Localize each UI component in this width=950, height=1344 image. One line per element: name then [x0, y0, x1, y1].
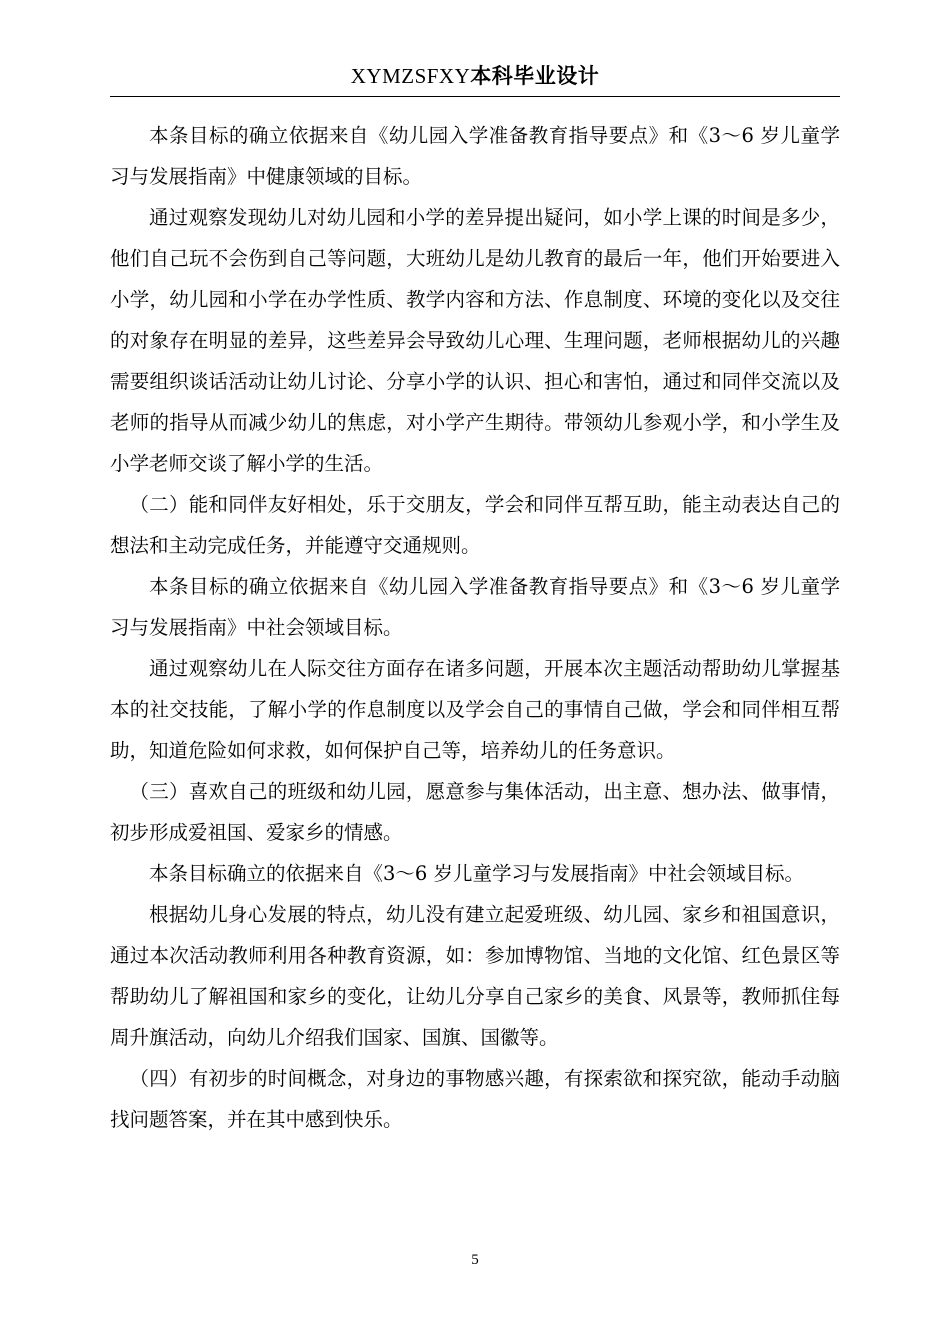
paragraph: （三）喜欢自己的班级和幼儿园，愿意参与集体活动，出主意、想办法、做事情，初步形成爱祖国、爱家乡的情感。 [110, 780, 840, 844]
paragraph: 本条目标确立的依据来自《3～6 岁儿童学习与发展指南》中社会领域目标。 [149, 862, 805, 885]
header-divider [110, 96, 840, 97]
header-cjk-text: 本科毕业设计 [470, 63, 600, 88]
paragraph: （二）能和同伴友好相处，乐于交朋友，学会和同伴互帮互助，能主动表达自己的想法和主动完成任务，并能遵守交通规则。 [110, 493, 840, 557]
paragraph: 本条目标的确立依据来自《幼儿园入学准备教育指导要点》和《3～6 岁儿童学习与发展指南》中健康领域的目标。 [110, 124, 840, 188]
document-body [110, 115, 840, 1140]
paragraph: 根据幼儿身心发展的特点，幼儿没有建立起爱班级、幼儿园、家乡和祖国意识，通过本次活动教师利用各种教育资源，如：参加博物馆、当地的文化馆、红色景区等帮助幼儿了解祖国和家乡的变化，让幼儿分享自己家乡的美食、风景等，教师抓住每周升旗活动，向幼儿介绍我们国家、国旗、国徽等。 [110, 903, 840, 1049]
page-header [110, 60, 840, 90]
header-latin-text: XYMZSFXY [350, 64, 471, 88]
page-number: 5 [471, 1252, 479, 1268]
paragraph: 通过观察幼儿在人际交往方面存在诸多问题，开展本次主题活动帮助幼儿掌握基本的社交技能，了解小学的作息制度以及学会自己的事情自己做，学会和同伴相互帮助，知道危险如何求救，如何保护自己等，培养幼儿的任务意识。 [110, 657, 840, 762]
paragraph: 通过观察发现幼儿对幼儿园和小学的差异提出疑问，如小学上课的时间是多少，他们自己玩不会伤到自己等问题，大班幼儿是幼儿教育的最后一年，他们开始要进入小学，幼儿园和小学在办学性质、教学内容和方法、作息制度、环境的变化以及交往的对象存在明显的差异，这些差异会导致幼儿心理、生理问题，老师根据幼儿的兴趣需要组织谈话活动让幼儿讨论、分享小学的认识、担心和害怕，通过和同伴交流以及老师的指导从而减少幼儿的焦虑，对小学产生期待。带领幼儿参观小学，和小学生及小学老师交谈了解小学的生活。 [110, 206, 840, 475]
paragraph: （四）有初步的时间概念，对身边的事物感兴趣，有探索欲和探究欲，能动手动脑找问题答案，并在其中感到快乐。 [110, 1067, 840, 1131]
paragraph: 本条目标的确立依据来自《幼儿园入学准备教育指导要点》和《3～6 岁儿童学习与发展指南》中社会领域目标。 [110, 575, 840, 639]
